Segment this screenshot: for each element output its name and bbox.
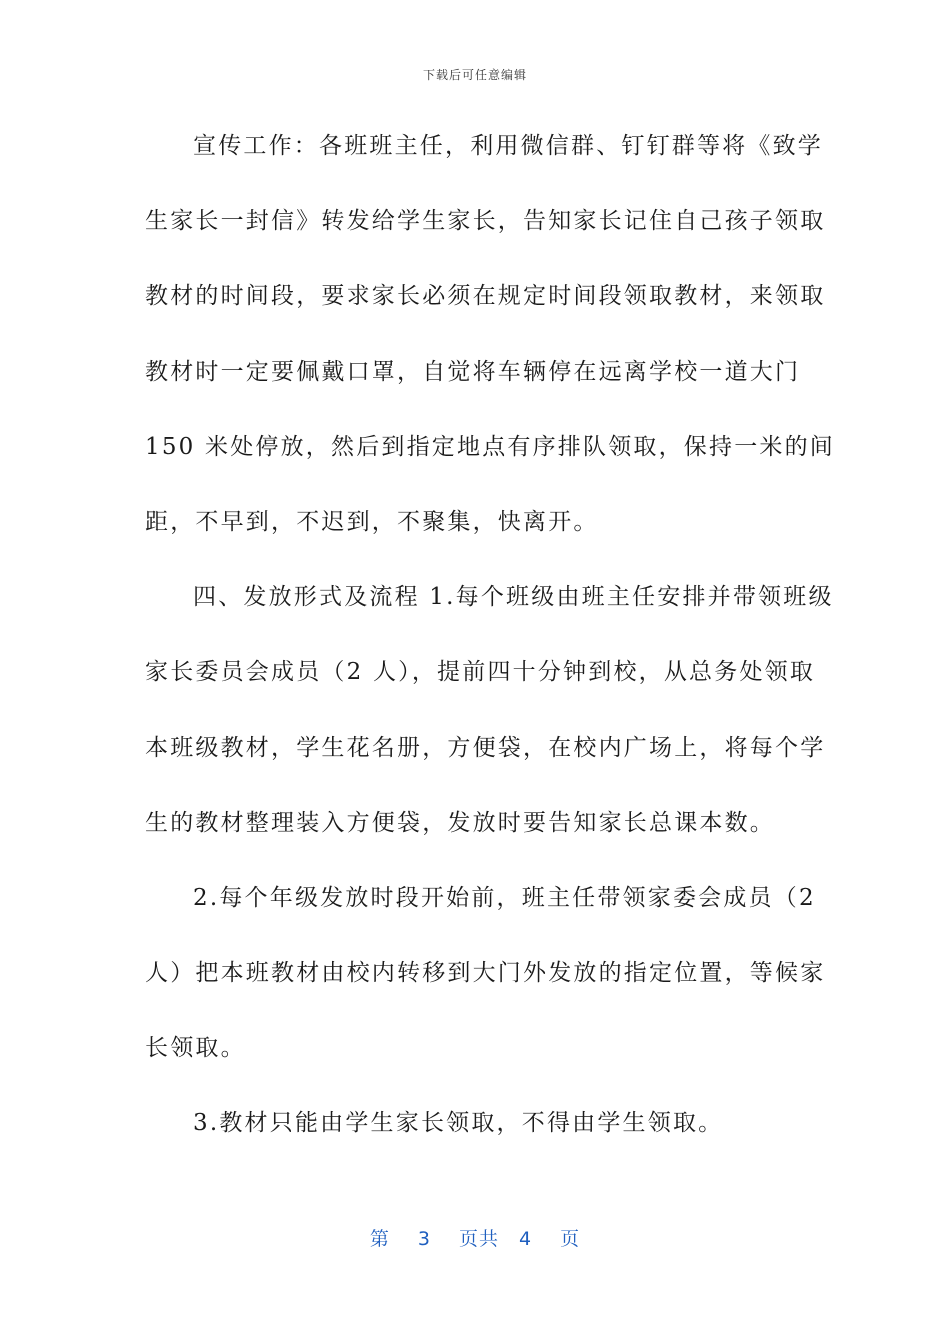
current-page-number: 3 — [417, 1228, 431, 1250]
page-footer — [0, 1224, 950, 1251]
paragraph-line: 四、发放形式及流程 1.每个班级由班主任安排并带领班级 — [193, 584, 834, 611]
body-text — [145, 120, 836, 1173]
paragraph-line: 150 米处停放，然后到指定地点有序排队领取，保持一米的间 — [145, 433, 836, 460]
footer-mid: 页共 — [458, 1228, 499, 1250]
paragraph-line: 本班级教材，学生花名册，方便袋，在校内广场上，将每个学 — [145, 734, 826, 761]
paragraph-line: 人）把本班教材由校内转移到大门外发放的指定位置，等候家 — [145, 960, 826, 987]
paragraph-line: 3.教材只能由学生家长领取，不得由学生领取。 — [193, 1110, 724, 1137]
paragraph-line: 教材的时间段，要求家长必须在规定时间段领取教材，来领取 — [145, 283, 826, 310]
paragraph-line: 宣传工作：各班班主任，利用微信群、钉钉群等将《致学 — [193, 133, 823, 159]
paragraph-line: 2.每个年级发放时段开始前，班主任带领家委会成员（2 — [193, 884, 816, 911]
paragraph-line: 长领取。 — [145, 1035, 246, 1062]
paragraph-line: 家长委员会成员（2 人），提前四十分钟到校，从总务处领取 — [145, 659, 816, 686]
paragraph-line: 生的教材整理装入方便袋，发放时要告知家长总课本数。 — [145, 809, 775, 836]
paragraph-line: 教材时一定要佩戴口罩，自觉将车辆停在远离学校一道大门 — [145, 358, 801, 385]
footer-suffix: 页 — [560, 1228, 581, 1250]
paragraph-line: 生家长一封信》转发给学生家长，告知家长记住自己孩子领取 — [145, 208, 826, 235]
paragraph-line: 距，不早到，不迟到，不聚集，快离开。 — [145, 508, 599, 535]
total-pages-number: 4 — [519, 1228, 533, 1250]
footer-prefix: 第 — [369, 1228, 390, 1250]
header-note: 下载后可任意编辑 — [422, 68, 527, 82]
